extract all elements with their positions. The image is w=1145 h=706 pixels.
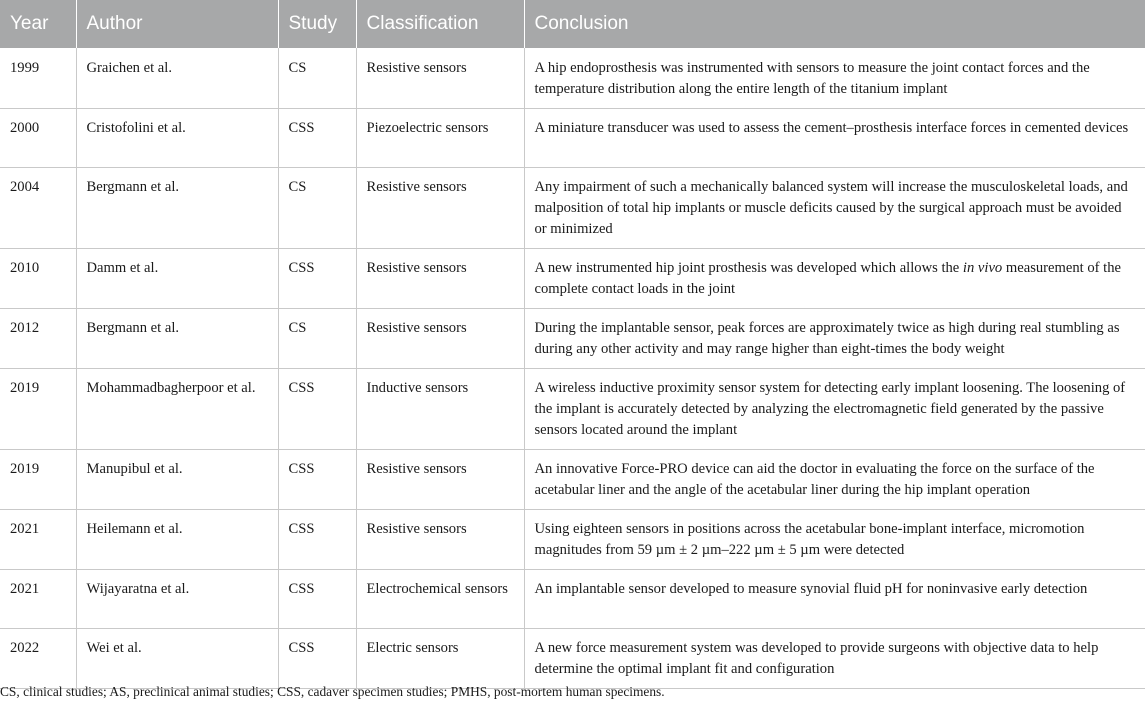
cell-conclusion — [524, 249, 1145, 309]
cell-conclusion — [524, 168, 1145, 249]
cell-classification: Resistive sensors — [356, 309, 524, 369]
cell-classification: Resistive sensors — [356, 450, 524, 510]
cell-conclusion — [524, 369, 1145, 450]
table-row — [0, 48, 1145, 109]
cell-study: CSS — [278, 249, 356, 309]
cell-study: CSS — [278, 109, 356, 168]
header-study: Study — [278, 0, 356, 48]
cell-study: CS — [278, 168, 356, 249]
conclusion-text: A new instrumented hip joint prosthesis was developed which allows the — [534, 260, 963, 276]
cell-year: 2021 — [0, 510, 76, 570]
cell-conclusion — [524, 450, 1145, 510]
cell-classification: Inductive sensors — [356, 369, 524, 450]
conclusion-text: A wireless inductive proximity sensor system for detecting early implant loosening. The loosening of the implant is accurately detected by analyzing the electromagnetic field generated by the passive sensors located around the implant — [534, 380, 1126, 438]
cell-study: CSS — [278, 629, 356, 689]
conclusion-text: Using eighteen sensors in positions across the acetabular bone-implant interface, micromotion magnitudes from 59 µm ± 2 µm–222 µm ± 5 µm were detected — [534, 521, 1085, 558]
cell-classification: Electric sensors — [356, 629, 524, 689]
cell-year: 2021 — [0, 570, 76, 629]
cell-study: CS — [278, 309, 356, 369]
cell-study: CSS — [278, 510, 356, 570]
table-header-row — [0, 0, 1145, 48]
cell-classification: Resistive sensors — [356, 48, 524, 109]
cell-author: Heilemann et al. — [76, 510, 278, 570]
conclusion-text: measurement of the complete contact loads in the joint — [534, 260, 1121, 297]
table-row — [0, 369, 1145, 450]
cell-author: Wijayaratna et al. — [76, 570, 278, 629]
cell-author: Bergmann et al. — [76, 168, 278, 249]
header-author: Author — [76, 0, 278, 48]
table-body — [0, 48, 1145, 689]
conclusion-italic-text: in vivo — [962, 260, 1003, 276]
conclusion-text: An innovative Force-PRO device can aid the doctor in evaluating the force on the surface of the acetabular liner and the angle of the acetabular liner during the hip implant operation — [534, 461, 1095, 498]
table-row — [0, 249, 1145, 309]
table-row — [0, 450, 1145, 510]
cell-year: 2010 — [0, 249, 76, 309]
cell-study: CSS — [278, 450, 356, 510]
cell-year: 2019 — [0, 450, 76, 510]
cell-year: 2004 — [0, 168, 76, 249]
cell-author: Bergmann et al. — [76, 309, 278, 369]
cell-author: Mohammadbagherpoor et al. — [76, 369, 278, 450]
table-row — [0, 510, 1145, 570]
cell-classification: Resistive sensors — [356, 168, 524, 249]
table-row — [0, 570, 1145, 629]
conclusion-text: A new force measurement system was developed to provide surgeons with objective data to help determine the optimal implant fit and configuration — [534, 640, 1099, 677]
cell-conclusion — [524, 510, 1145, 570]
table-footnote: CS, clinical studies; AS, preclinical animal studies; CSS, cadaver specimen studies; PMHS, post-mortem human specimens. — [0, 684, 665, 699]
cell-classification: Electrochemical sensors — [356, 570, 524, 629]
cell-classification: Resistive sensors — [356, 510, 524, 570]
cell-author: Cristofolini et al. — [76, 109, 278, 168]
table-row — [0, 168, 1145, 249]
cell-study: CSS — [278, 570, 356, 629]
cell-study: CS — [278, 48, 356, 109]
cell-classification: Resistive sensors — [356, 249, 524, 309]
header-classification: Classification — [356, 0, 524, 48]
table-row — [0, 309, 1145, 369]
cell-conclusion — [524, 629, 1145, 689]
cell-author: Damm et al. — [76, 249, 278, 309]
cell-study: CSS — [278, 369, 356, 450]
cell-conclusion — [524, 309, 1145, 369]
cell-author: Manupibul et al. — [76, 450, 278, 510]
cell-author: Wei et al. — [76, 629, 278, 689]
cell-conclusion — [524, 48, 1145, 109]
cell-classification: Piezoelectric sensors — [356, 109, 524, 168]
conclusion-text: A miniature transducer was used to assess the cement–prosthesis interface forces in cemented devices — [534, 120, 1129, 136]
cell-conclusion — [524, 570, 1145, 629]
conclusion-text: During the implantable sensor, peak forces are approximately twice as high during real stumbling as during any other activity and may range higher than eight-times the body weight — [534, 320, 1120, 357]
conclusion-text: A hip endoprosthesis was instrumented with sensors to measure the joint contact forces and the temperature distribution along the entire length of the titanium implant — [534, 60, 1090, 97]
cell-year: 1999 — [0, 48, 76, 109]
table-row — [0, 109, 1145, 168]
cell-year: 2012 — [0, 309, 76, 369]
table-row — [0, 629, 1145, 689]
cell-year: 2000 — [0, 109, 76, 168]
cell-conclusion — [524, 109, 1145, 168]
cell-author: Graichen et al. — [76, 48, 278, 109]
conclusion-text: An implantable sensor developed to measure synovial fluid pH for noninvasive early detection — [534, 581, 1088, 597]
header-year: Year — [0, 0, 76, 48]
cell-year: 2022 — [0, 629, 76, 689]
cell-year: 2019 — [0, 369, 76, 450]
conclusion-text: Any impairment of such a mechanically balanced system will increase the musculoskeletal loads, and malposition of total hip implants or muscle deficits caused by the surgical approach must be avoided or minimized — [534, 179, 1128, 237]
header-conclusion: Conclusion — [524, 0, 1145, 48]
